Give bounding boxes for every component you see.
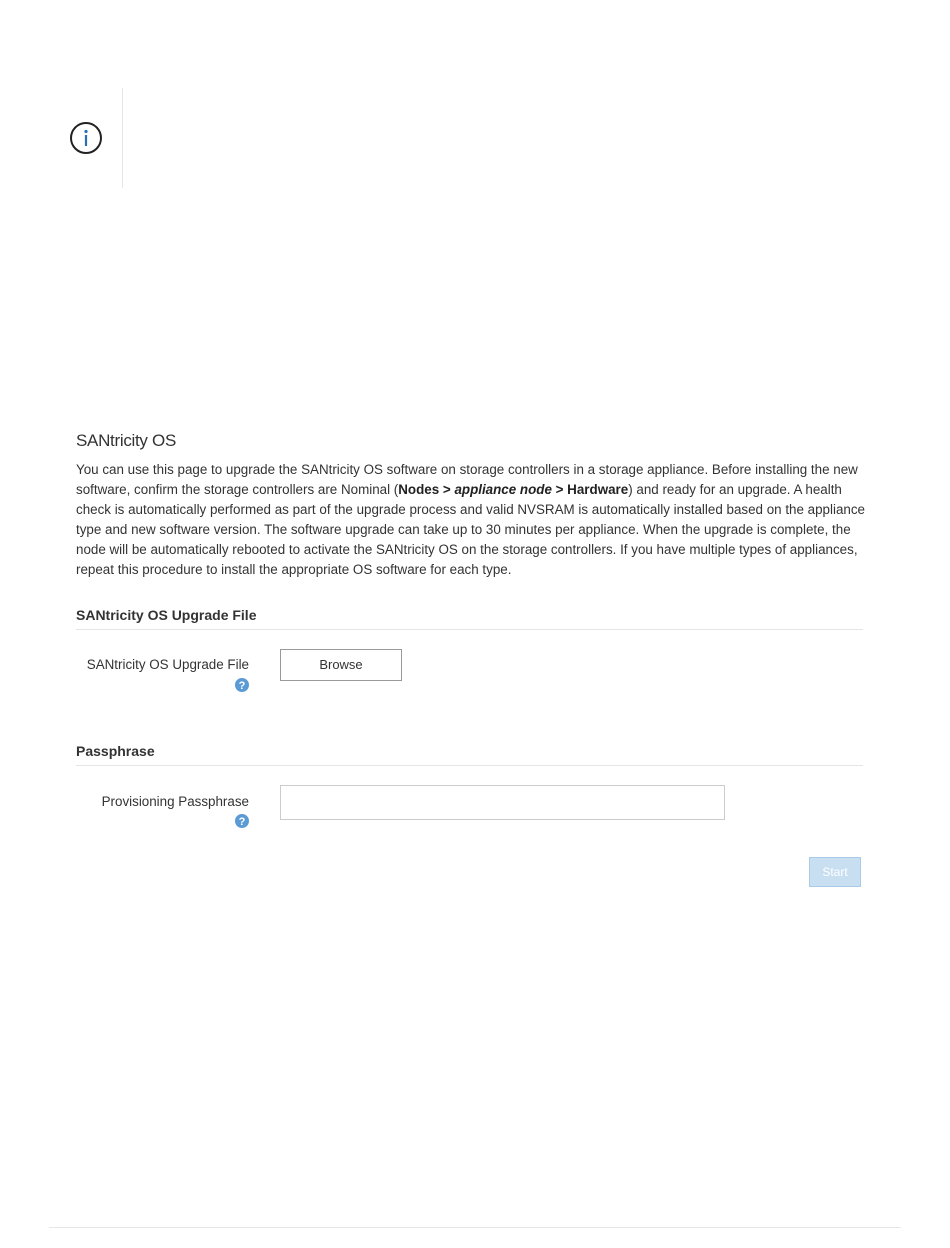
- question-circle-icon[interactable]: [235, 814, 249, 828]
- upgrade-file-heading: SANtricity OS Upgrade File: [76, 607, 863, 630]
- upgrade-file-label: SANtricity OS Upgrade File: [86, 657, 249, 672]
- passphrase-heading: Passphrase: [76, 743, 863, 766]
- page-description: [76, 460, 866, 580]
- description-text-1: You can use this page to upgrade the SANtricity OS software on storage controllers in a storage appliance. Before installing the new software, confirm the storage controllers are Nominal (: [76, 462, 858, 497]
- svg-text:?: ?: [238, 816, 246, 828]
- nav-path-hardware: > Hardware: [551, 482, 629, 497]
- passphrase-input[interactable]: [280, 785, 725, 820]
- page-title: SANtricity OS: [76, 431, 177, 450]
- info-circle-icon: [69, 121, 103, 155]
- passphrase-label: Provisioning Passphrase: [101, 794, 249, 809]
- question-circle-icon[interactable]: [235, 678, 249, 692]
- nav-path-node: appliance node: [454, 482, 552, 497]
- svg-text:?: ?: [238, 680, 246, 692]
- nav-path-nodes: Nodes >: [398, 482, 455, 497]
- start-button[interactable]: Start: [809, 857, 861, 887]
- browse-button[interactable]: Browse: [280, 649, 402, 681]
- description-text-2: ) and ready for an upgrade. A health check is automatically performed as part of the upgrade process and valid NVSRAM is automatically installed based on the appliance type and new software version. The software upgrade can take up to 30 minutes per appliance. When the upgrade is complete, the node will be automatically rebooted to activate the SANtricity OS on the storage controllers. If you have multiple types of appliances, repeat this procedure to install the appropriate OS software for each type.: [76, 482, 865, 577]
- footer-divider: [49, 1227, 901, 1228]
- info-divider: [122, 88, 123, 188]
